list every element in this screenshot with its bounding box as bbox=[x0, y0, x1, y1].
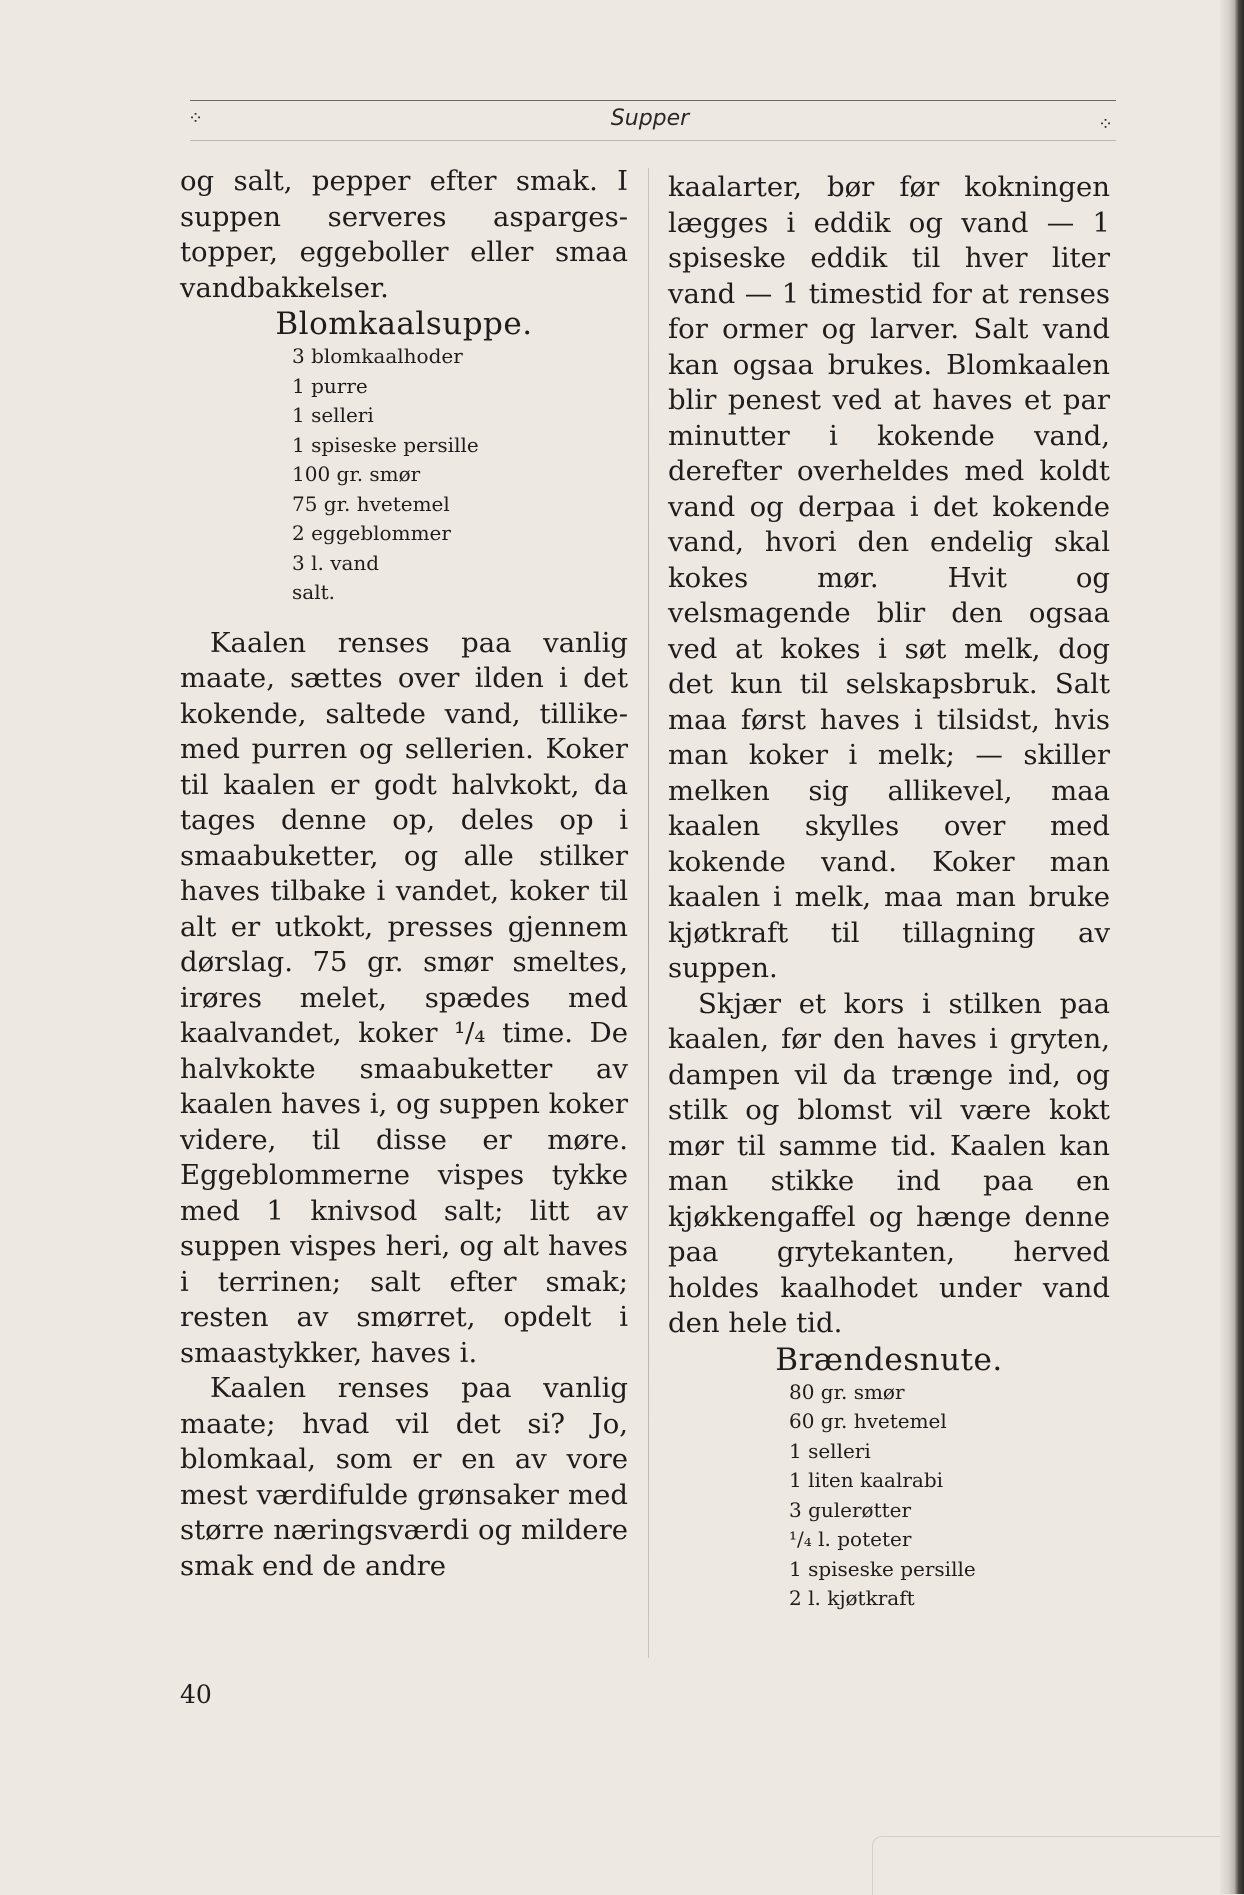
ingredient-item: 1 spiseske persille bbox=[292, 432, 479, 457]
ingredient-item: 80 gr. smør bbox=[789, 1379, 905, 1404]
column-divider bbox=[648, 168, 649, 1658]
running-head: Supper bbox=[610, 106, 690, 131]
ingredient-item: 3 l. vand bbox=[292, 550, 380, 575]
ingredient-item: 1 selleri bbox=[789, 1438, 871, 1463]
ingredient-item: 2 eggeblommer bbox=[292, 521, 451, 545]
tip-paragraph: Skjær et kors i stilken paa kaalen, før den haves i gryten, dampen vil da trænge ind, og stilk og blomst vil være kokt mør til samme tid. Kaalen kan man stikke ind paa en kjøkkengaffel og hænge denne paa grytekanten, herved holdes kaalhodet under vand den hele tid. bbox=[668, 987, 1110, 1339]
intro-paragraph: og salt, pepper efter smak. I suppen serveres aspargestopper, eggeboller eller smaa vandbakkelser. bbox=[180, 165, 628, 304]
ingredient-item: ¹/₄ l. poteter bbox=[789, 1527, 912, 1551]
ingredient-list-braendesnute bbox=[789, 1378, 1110, 1614]
ingredient-item: 3 gulerøtter bbox=[789, 1497, 912, 1522]
recipe-title-blomkaalsuppe: Blomkaalsuppe. bbox=[275, 306, 533, 342]
ingredient-item: 100 gr. smør bbox=[292, 462, 421, 486]
ingredient-item: 75 gr. hvetemel bbox=[292, 491, 450, 516]
header-rule-lower bbox=[190, 140, 1116, 141]
header-ornament-left: ⁘ bbox=[188, 108, 204, 129]
left-column bbox=[180, 164, 628, 1584]
header-rule bbox=[190, 100, 1116, 101]
page-corner-mark bbox=[872, 1836, 1233, 1895]
ingredient-item: 1 purre bbox=[292, 373, 368, 398]
book-spine-edge bbox=[1220, 0, 1244, 1894]
method-paragraph-2: Kaalen renses paa vanlig maate; hvad vil det si? Jo, blomkaal, som er en av vore mest værdifulde grønsaker med større næringsværdi og mildere smak end de andre bbox=[180, 1372, 628, 1582]
recipe-title-braendesnute: Brændesnute. bbox=[775, 1341, 1003, 1378]
page-number: 40 bbox=[180, 1680, 212, 1709]
ingredient-item: 1 selleri bbox=[292, 403, 374, 427]
header-ornament-right: ⁘ bbox=[1098, 114, 1114, 135]
ingredient-item: 3 blomkaalhoder bbox=[292, 344, 463, 368]
method-paragraph-1: Kaalen renses paa vanlig maate, sættes over ilden i det kokende, saltede vand, tillikemed purren og sellerien. Koker til kaalen er godt halvkokt, da tages denne op, deles op i smaabuketter, og alle stilker haves tilbake i vandet, koker til alt er utkokt, presses gjennem dørslag. 75 gr. smør smeltes, irøres melet, spædes med kaalvandet, koker ¹/₄ time. De halvkokte smaabuketter av kaalen haves i, og suppen koker videre, til disse er møre. Eggeblommerne vispes tykke med 1 knivsod salt; litt av suppen vispes heri, og alt haves i terrinen; salt efter smak; resten av smørret, opdelt i smaastykker, haves i. bbox=[180, 626, 628, 1369]
ingredient-item: salt. bbox=[292, 580, 335, 604]
continued-paragraph: kaalarter, bør før kokningen lægges i eddik og vand — 1 spiseske eddik til hver liter vand — 1 timestid for at renses for ormer og larver. Salt vand kan ogsaa brukes. Blomkaalen blir penest ved at haves et par minutter i kokende vand, derefter overheldes med koldt vand og derpaa i det kokende vand, hvori den endelig skal kokes mør. Hvit og velsmagende blir den ogsaa ved at kokes i søt melk, dog det kun til selskapsbruk. Salt maa først haves i tilsidst, hvis man koker i melk; — skiller melken sig allikevel, maa kaalen skylles over med kokende vand. Koker man kaalen i melk, maa man bruke kjøtkraft til tillagning av suppen. bbox=[668, 171, 1110, 984]
right-column bbox=[668, 170, 1110, 1614]
ingredient-item: 2 l. kjøtkraft bbox=[789, 1586, 915, 1610]
ingredient-item: 60 gr. hvetemel bbox=[789, 1409, 947, 1433]
ingredient-list-blomkaalsuppe bbox=[292, 342, 628, 608]
ingredient-item: 1 liten kaalrabi bbox=[789, 1468, 944, 1492]
ingredient-item: 1 spiseske persille bbox=[789, 1556, 976, 1581]
